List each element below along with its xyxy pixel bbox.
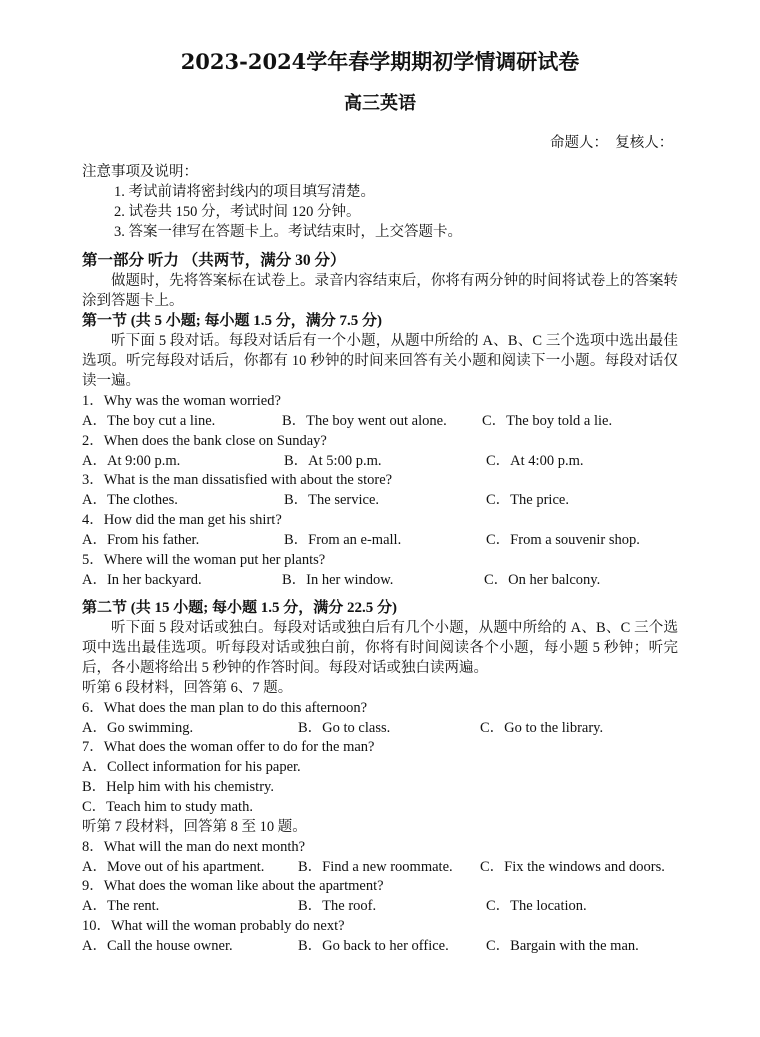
option-b: B．The boy went out alone. [282,413,447,429]
option-a: A．The clothes. [82,492,178,508]
question-stem: 3．What is the man dissatisfied with about the store? [82,472,393,488]
option-a: A．The boy cut a line. [82,413,216,429]
author-line: 命题人： 复核人： [550,135,674,151]
option-a: A．In her backyard. [82,572,202,588]
option-b: B．Go to class. [298,720,391,736]
section2-intro: 听下面 5 段对话或独白。每段对话或独白后有几个小题，从题中所给的 A、B、C 三个选项中选出最佳选项。听每段对话或独白前，你将有时间阅读各个小题，每小题 5 秒钟；听完后，各小题将给出 5 秒钟的作答时间。每段对话或独白读两遍。 [82,620,678,676]
option-a: A．The rent. [82,898,160,914]
option-c: C．The price. [486,492,569,508]
option-a: A．From his father. [82,532,200,548]
option-a: A．At 9:00 p.m. [82,453,181,469]
part1-intro: 做题时，先将答案标在试卷上。录音内容结束后，你将有两分钟的时间将试卷上的答案转涂到答题卡上。 [82,273,678,309]
question-stem: 5．Where will the woman put her plants? [82,552,326,568]
part1-heading: 第一部分 听力 （共两节，满分 30 分） [82,252,346,269]
option-c: C．Bargain with the man. [486,938,639,954]
notes-item: 2. 试卷共 150 分，考试时间 120 分钟。 [114,204,361,220]
option-c: C．From a souvenir shop. [486,532,640,548]
material-instruction: 听第 7 段材料，回答第 8 至 10 题。 [82,819,307,835]
notes-heading: 注意事项及说明： [82,164,198,180]
section2-heading: 第二节 (共 15 小题; 每小题 1.5 分，满分 22.5 分) [82,600,397,616]
exam-subtitle: 高三英语 [344,93,416,114]
question-stem: 2．When does the bank close on Sunday? [82,433,327,449]
option-c: C．On her balcony. [484,572,601,588]
option-b: B．The roof. [298,898,377,914]
question-stem: 6．What does the man plan to do this afternoon? [82,700,368,716]
section1-intro: 听下面 5 段对话。每段对话后有一个小题，从题中所给的 A、B、C 三个选项中选出最佳选项。听完每段对话后，你都有 10 秒钟的时间来回答有关小题和阅读下一小题。每段对话仅读一遍。 [82,333,678,389]
question-stem: 4．How did the man get his shirt? [82,512,282,528]
notes-item: 1. 考试前请将密封线内的项目填写清楚。 [114,184,375,200]
option-a: A．Go swimming. [82,720,194,736]
option-c: C．Go to the library. [480,720,604,736]
option-b: B．In her window. [282,572,394,588]
question-stem: 8．What will the man do next month? [82,839,306,855]
question-stem: 7．What does the woman offer to do for the man? [82,739,375,755]
option-b: B．At 5:00 p.m. [284,453,382,469]
option-b: B．From an e-mall. [284,532,402,548]
option-b: B．Go back to her office. [298,938,449,954]
option-c: C．Fix the windows and doors. [480,859,665,875]
question-stem: 10．What will the woman probably do next? [82,918,345,934]
exam-title: 2023-2024学年春学期期初学情调研试卷 [180,49,580,74]
option-c: C．The boy told a lie. [482,413,613,429]
option-a: A．Collect information for his paper. [82,759,301,775]
option-b: B．Help him with his chemistry. [82,779,274,795]
option-a: A．Move out of his apartment. [82,859,265,875]
option-c: C．Teach him to study math. [82,799,253,815]
notes-item: 3. 答案一律写在答题卡上。考试结束时，上交答题卡。 [114,224,462,240]
option-c: C．The location. [486,898,587,914]
option-b: B．The service. [284,492,380,508]
question-stem: 9．What does the woman like about the apartment? [82,878,384,894]
material-instruction: 听第 6 段材料，回答第 6、7 题。 [82,680,293,696]
section1-heading: 第一节 (共 5 小题; 每小题 1.5 分，满分 7.5 分) [82,313,382,329]
option-b: B．Find a new roommate. [298,859,453,875]
option-c: C．At 4:00 p.m. [486,453,584,469]
option-a: A．Call the house owner. [82,938,233,954]
question-stem: 1．Why was the woman worried? [82,393,281,409]
